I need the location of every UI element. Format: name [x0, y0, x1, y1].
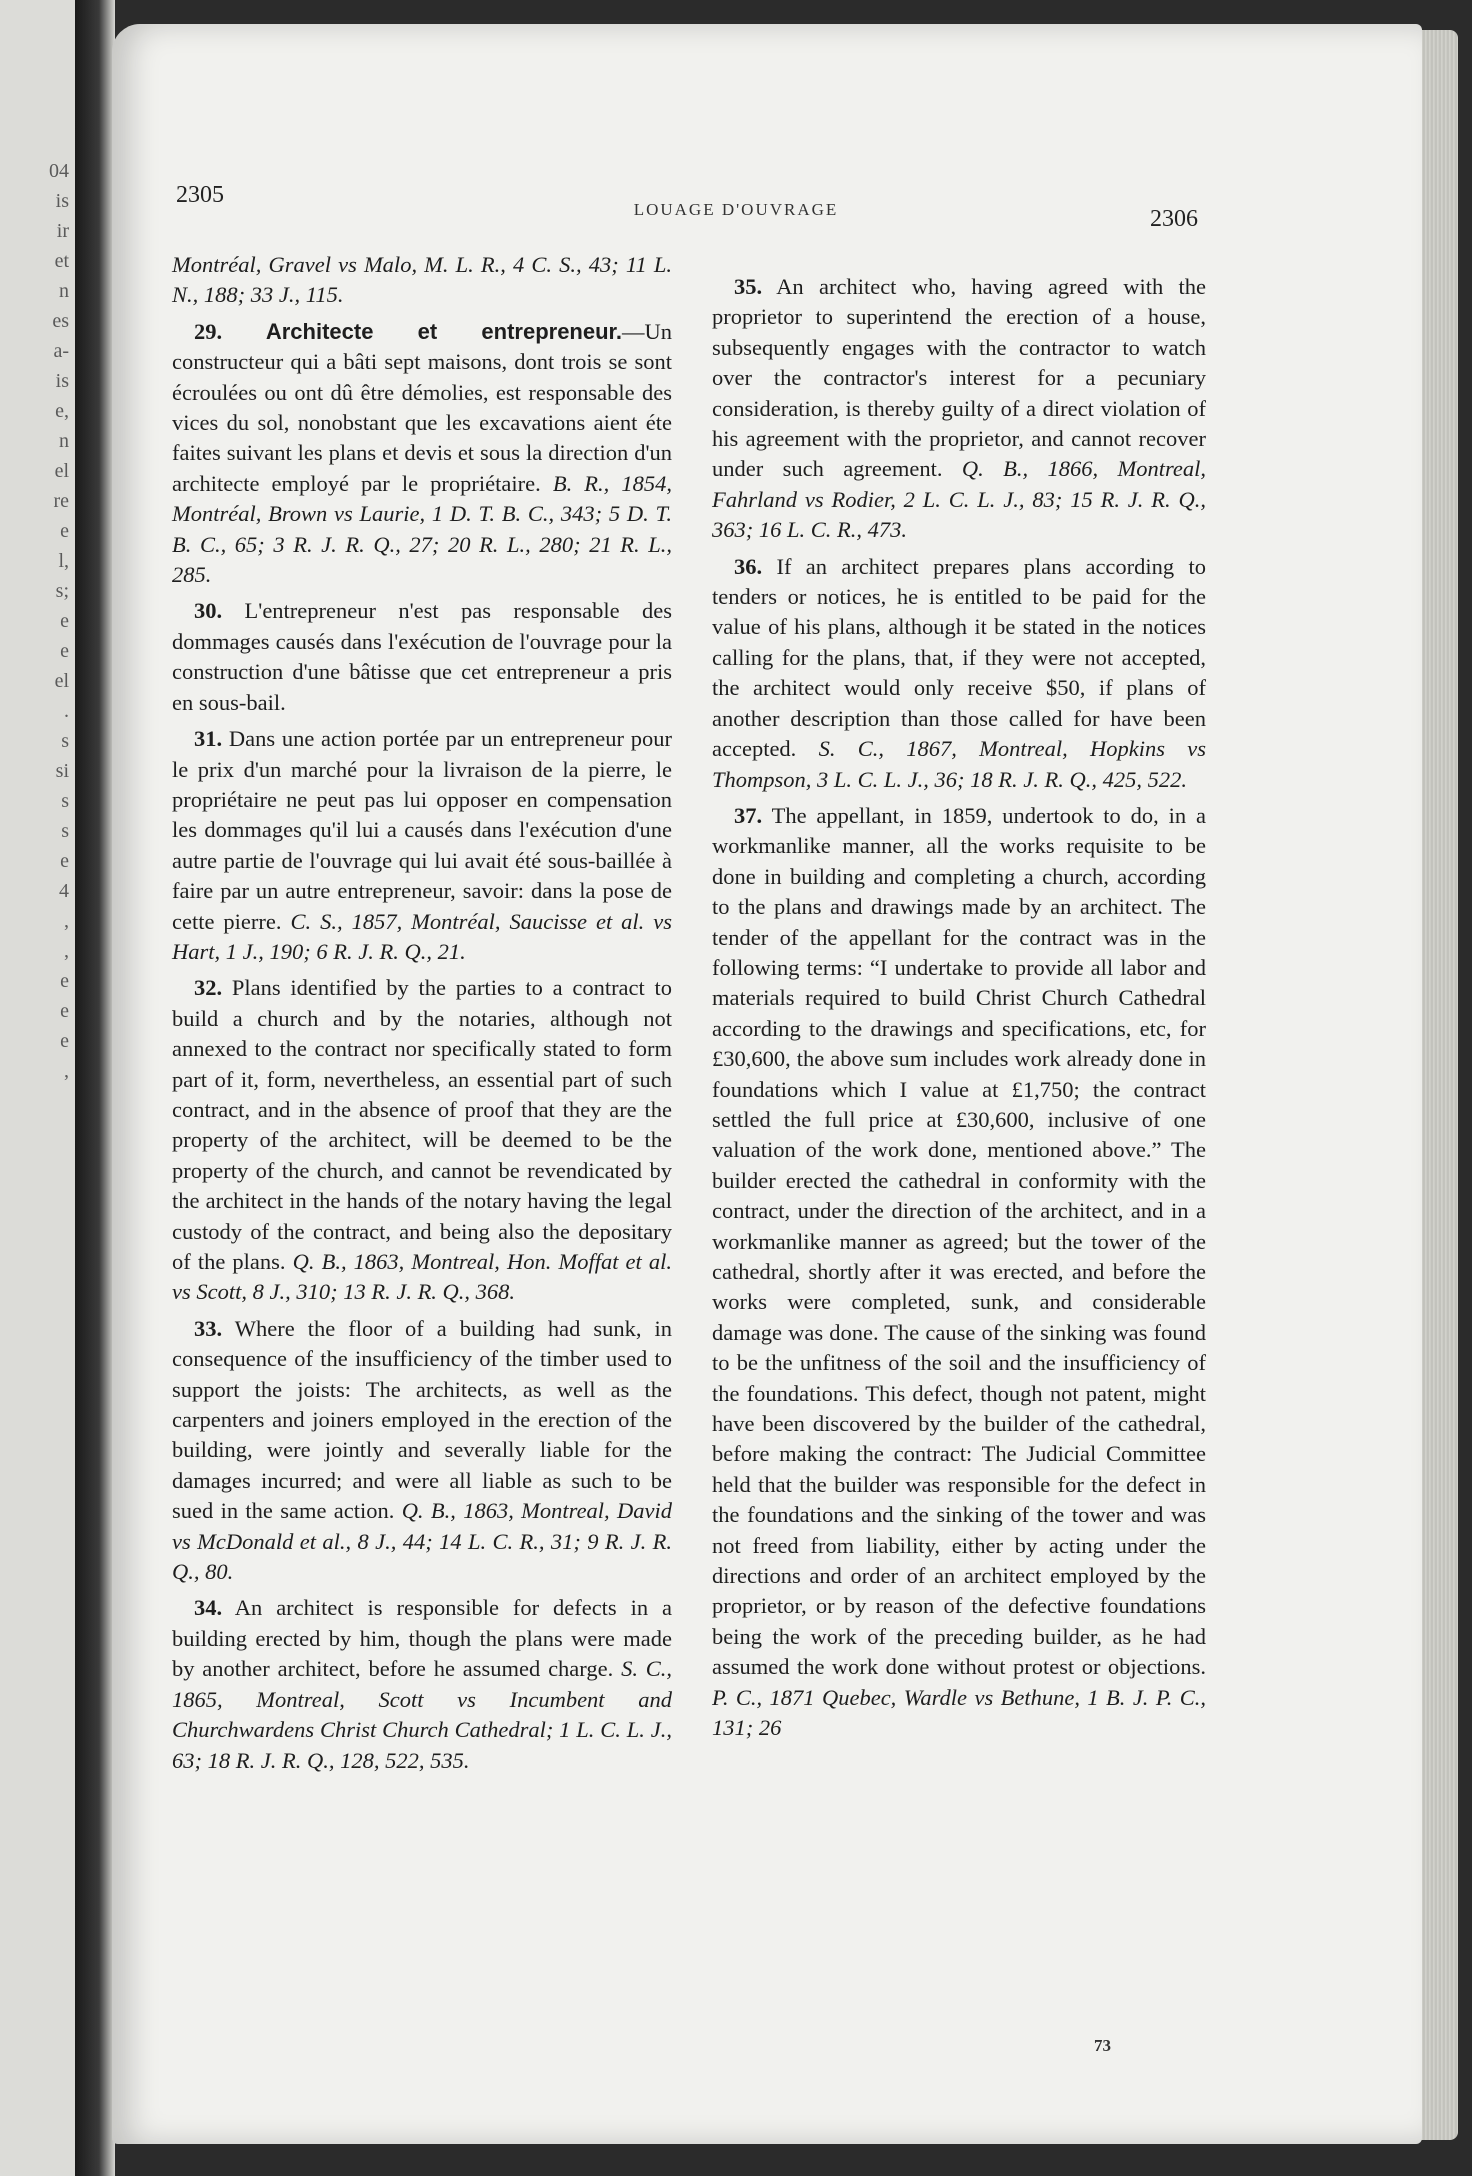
previous-page-text-fragment: n — [59, 280, 69, 302]
previous-page-text-fragment: e — [60, 520, 69, 542]
previous-page-text-fragment: s — [61, 790, 69, 812]
previous-page-text-fragment: e — [60, 970, 69, 992]
entry-text: Where the floor of a building had sunk, in consequence of the insufficiency of the timber used to support the joists: The architects, as well as the carpenters and joiners employed in the erection of the building, were jointly and severally liable for the damages incurred; and were all liable as such to be sued in the same action. — [172, 1315, 673, 1524]
case-entry — [712, 272, 1206, 546]
case-entry — [172, 1593, 672, 1775]
case-entry — [172, 1314, 672, 1588]
previous-page-text-fragment: a- — [53, 340, 69, 362]
previous-page-text-fragment: e — [60, 610, 69, 632]
entry-citation: Montréal, Gravel vs Malo, M. L. R., 4 C. S., 43; 11 L. N., 188; 33 J., 115. — [172, 252, 672, 308]
entry-citation: Q. B., 1863, Montreal, Hon. Moffat et al. vs Scott, 8 J., 310; 13 R. J. R. Q., 368. — [172, 1249, 672, 1305]
previous-page-text-fragment: l, — [58, 550, 69, 572]
previous-page-text-fragment: el — [54, 460, 69, 482]
entry-citation: P. C., 1871 Quebec, Wardle vs Bethune, 1 B. J. P. C., 131; 26 — [712, 1684, 1206, 1741]
previous-page-text-fragment: is — [55, 190, 69, 212]
right-page-number: 2306 — [1150, 206, 1198, 232]
previous-page-text-fragment: s; — [55, 580, 69, 602]
entry-number: 35. — [734, 274, 763, 299]
left-page-number: 2305 — [176, 182, 224, 208]
book-spine-shadow — [75, 0, 115, 2176]
entry-text: L'entrepreneur n'est pas responsable des dommages causés dans l'exécution de l'ouvrage pour la construction d'une bâtisse que cet entrepreneur a pris en sous-bail. — [172, 598, 673, 715]
entry-citation: S. C., 1865, Montreal, Scott vs Incumbent and Churchwardens Christ Church Cathedral; 1 L. C. L. J., 63; 18 R. J. R. Q., 128, 522, 535. — [172, 1656, 673, 1773]
previous-page-text-fragment: s — [61, 820, 69, 842]
entry-text: The appellant, in 1859, undertook to do, in a workmanlike manner, all the works requisite to be done in building and completing a church, according to the plans and drawings made by an architect. The tender of the appellant for the contract was in the following terms: “I undertake to provide all labor and materials required to build Christ Church Cathedral according to the drawings and specifications, etc, for £30,600, the above sum includes work already done in foundations which I value at £1,750; the contract settled the full price at £30,600, inclusive of one valuation of the work done, mentioned above.” The builder erected the cathedral in conformity with the contract, under the direction of the architect, and in a workmanlike manner as agreed; but the tower of the cathedral, shortly after it was erected, and before the works were completed, sunk, and considerable damage was done. The cause of the sinking was found to be the unfitness of the soil and the insufficiency of the foundations. This defect, though not patent, might have been discovered by the builder of the cathedral, before making the contract: The Judicial Committee held that the builder was responsible for the defect in the foundations and the sinking of the tower and was not freed from liability, either by acting under the directions and order of an architect employed by the proprietor, or by reason of the defective foundations being the work of the preceding builder, as he had assumed the work done without protest or objections. — [712, 802, 1206, 1680]
continued-citation — [172, 250, 672, 311]
entry-text: Dans une action portée par un entrepreneur pour le prix d'un marché pour la livraison de la pierre, le propriétaire ne peut pas lui opposer en compensation les dommages qu'il lui a causés dans l'exécution d'une autre partie de l'ouvrage qui lui avait été sous-baillée à faire par un autre entrepreneur, savoir: dans la pose de cette pierre. — [172, 726, 672, 934]
previous-page-text-fragment: n — [59, 430, 69, 452]
entry-text: If an architect prepares plans according to tenders or notices, he is entitled to be paid for the value of his plans, although it be stated in the notices calling for the plans, that, if they were not accepted, the architect would only receive $50, if plans of another description than those called for have been accepted. — [712, 553, 1206, 762]
entry-text: —Un constructeur qui a bâti sept maisons, dont trois se sont écroulées ou ont dû être démolies, est responsable des vices du sol, nonobstant que les excavations aient éte faites suivant les plans et devis et sous la direction d'un architecte employé par le propriétaire. — [172, 318, 673, 496]
previous-page-text-fragment: , — [64, 940, 69, 962]
case-entry — [172, 317, 672, 591]
previous-page-edge — [0, 0, 75, 2176]
entry-number: 36. — [734, 553, 763, 579]
previous-page-text-fragment: is — [55, 370, 69, 392]
entry-number: 32. — [194, 975, 223, 1001]
entry-number: 37. — [734, 802, 763, 828]
entry-number: 30. — [194, 598, 223, 624]
entry-citation: Q. B., 1863, Montreal, David vs McDonald et al., 8 J., 44; 14 L. C. R., 31; 9 R. J. R. Q., 80. — [172, 1498, 672, 1585]
entry-heading: Architecte et entrepreneur. — [265, 318, 623, 344]
previous-page-text-fragment: . — [64, 700, 69, 722]
previous-page-text-fragment: 4 — [59, 880, 69, 902]
case-entry — [712, 552, 1206, 795]
entry-citation: C. S., 1857, Montréal, Saucisse et al. vs Hart, 1 J., 190; 6 R. J. R. Q., 21. — [172, 908, 673, 964]
previous-page-text-fragment: e — [60, 1000, 69, 1022]
entry-text: Plans identified by the parties to a contract to build a church and by the notaries, although not annexed to the contract nor specifically stated to form part of it, form, nevertheless, an essential part of such contract, and in the absence of proof that they are the property of the architect, will be deemed to be the property of the church, and cannot be revendicated by the architect in the hands of the notary having the legal custody of the contract, and being also the depositary of the plans. — [172, 975, 673, 1274]
left-column — [172, 250, 672, 1782]
previous-page-text-fragment: s — [61, 730, 69, 752]
entry-number: 34. — [194, 1595, 223, 1621]
previous-page-text-fragment: et — [54, 250, 69, 272]
previous-page-text-fragment: , — [64, 1060, 69, 1082]
running-title: LOUAGE D'OUVRAGE — [633, 200, 839, 219]
entry-number: 33. — [194, 1315, 223, 1341]
entry-number: 31. — [194, 726, 223, 752]
previous-page-text-fragment: es — [52, 310, 69, 332]
entry-text: An architect who, having agreed with the proprietor to superintend the erection of a house, subsequently engages with the contractor to watch over the contractor's interest for a pecuniary consideration, is thereby guilty of a direct violation of his agreement with the proprietor, and cannot recover under such agreement. — [712, 274, 1206, 482]
previous-page-text-fragment: re — [53, 490, 69, 512]
case-entry — [172, 596, 672, 718]
previous-page-text-fragment: 04 — [49, 160, 69, 182]
entry-number: 29. — [194, 318, 223, 344]
case-entry — [172, 724, 672, 967]
previous-page-text-fragment: e, — [55, 400, 69, 422]
previous-page-text-fragment: e — [60, 850, 69, 872]
case-entry — [712, 801, 1206, 1744]
entry-citation: B. R., 1854, Montréal, Brown vs Laurie, 1 D. T. B. C., 343; 5 D. T. B. C., 65; 3 R. J. R. Q., 27; 20 R. L., 280; 21 R. L., 285. — [172, 470, 672, 588]
previous-page-text-fragment: , — [64, 910, 69, 932]
entry-citation: Q. B., 1866, Montreal, Fahrland vs Rodier, 2 L. C. L. J., 83; 15 R. J. R. Q., 363; 16 L. C. R., 473. — [712, 456, 1206, 543]
previous-page-text-fragment: e — [60, 640, 69, 662]
previous-page-text-fragment: si — [55, 760, 69, 782]
previous-page-text-fragment: el — [54, 670, 69, 692]
previous-page-text-fragment: ir — [56, 220, 69, 242]
entry-citation: S. C., 1867, Montreal, Hopkins vs Thompson, 3 L. C. L. J., 36; 18 R. J. R. Q., 425, 522. — [712, 736, 1206, 792]
right-column — [712, 272, 1206, 1750]
folio-number: 73 — [1094, 2036, 1111, 2055]
previous-page-text-fragment: e — [60, 1030, 69, 1052]
entry-text: An architect is responsible for defects in a building erected by him, though the plans were made by another architect, before he assumed charge. — [172, 1595, 672, 1682]
case-entry — [172, 973, 672, 1307]
